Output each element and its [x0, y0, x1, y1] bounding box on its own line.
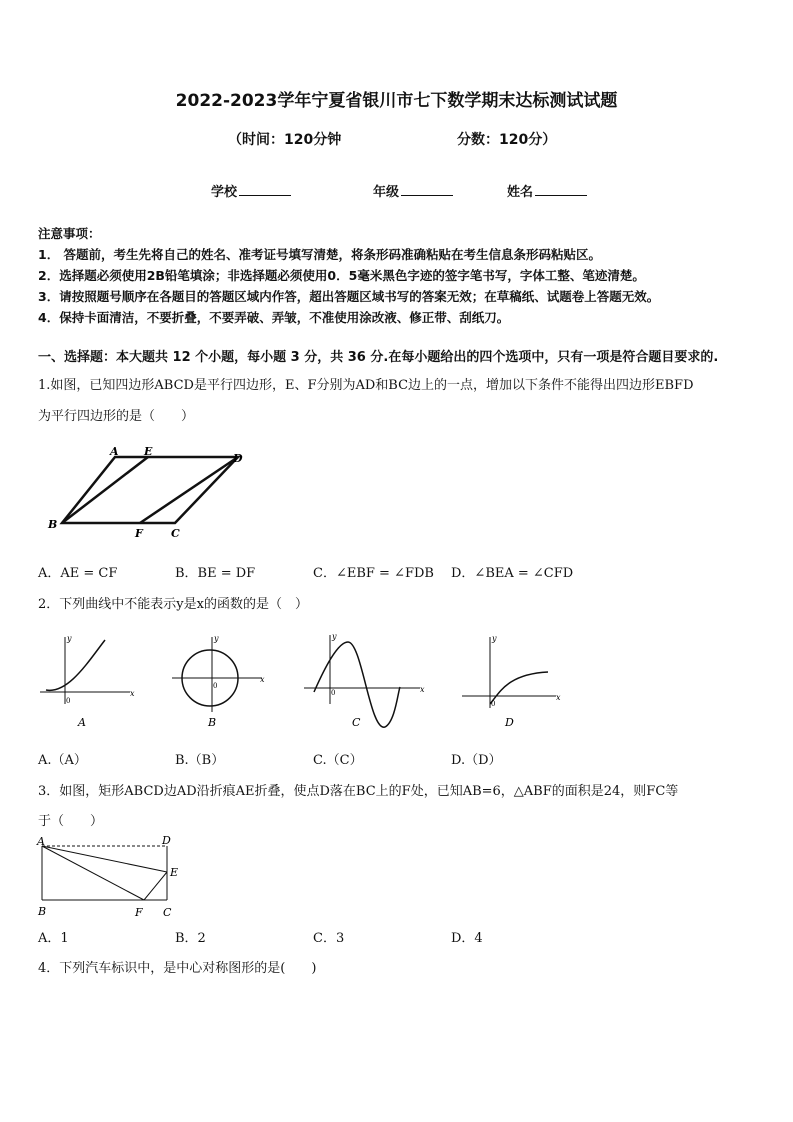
q2-graph-c: [300, 632, 430, 732]
grade-blank: [401, 183, 453, 196]
q2-a-y-label: y: [67, 634, 72, 643]
q2-c-x-label: x: [420, 685, 425, 694]
q3-option-a[interactable]: A．1: [38, 931, 69, 946]
q4-stem: 4．下列汽车标识中，是中心对称图形的是( ): [38, 961, 317, 976]
section-heading: 一、选择题：本大题共 12 个小题，每小题 3 分，共 36 分.在每小题给出的四个选项中，只有一项是符合题目要求的.: [38, 350, 719, 365]
q2-b-x-label: x: [260, 675, 265, 684]
q1-label-c: C: [171, 527, 180, 540]
note-item: 2．选择题必须使用2B铅笔填涂；非选择题必须使用0．5毫米黑色字迹的签字笔书写，字体工整、笔迹清楚。: [38, 268, 645, 283]
q2-a-origin: 0: [66, 697, 71, 705]
q1-stem-line2: 为平行四边形的是（ ）: [38, 409, 195, 424]
grade-label: 年级: [373, 185, 400, 200]
time-label: （时间：120分钟: [228, 132, 342, 148]
q3-option-b[interactable]: B．2: [175, 931, 206, 946]
q2-d-x-label: x: [556, 693, 561, 702]
q3-label-b: B: [38, 905, 47, 918]
q2-option-a[interactable]: A.（A）: [38, 753, 87, 768]
q3-label-d: D: [162, 834, 171, 847]
q1-option-c[interactable]: C．∠EBF = ∠FDB: [313, 566, 434, 581]
grade-field: [373, 181, 453, 200]
q3-label-e: E: [170, 866, 179, 879]
q2-c-y-label: y: [332, 632, 337, 641]
note-item: 4．保持卡面清洁，不要折叠，不要弄破、弄皱，不准使用涂改液、修正带、刮纸刀。: [38, 310, 510, 325]
q1-label-b: B: [48, 518, 58, 531]
q2-graph-b: [170, 632, 270, 732]
notes-heading: 注意事项：: [38, 226, 101, 241]
q2-a-x-label: x: [130, 689, 135, 698]
q1-label-a: A: [110, 445, 119, 458]
note-item: 3．请按照题号顺序在各题目的答题区域内作答，超出答题区域书写的答案无效；在草稿纸、试题卷上答题无效。: [38, 289, 660, 304]
q2-c-caption: C: [352, 716, 361, 729]
q3-label-f: F: [135, 906, 143, 919]
name-field: [507, 181, 587, 200]
q2-stem: 2．下列曲线中不能表示y是x的函数的是（ ）: [38, 597, 308, 612]
q2-d-y-label: y: [492, 634, 497, 643]
q2-option-c[interactable]: C.（C）: [313, 753, 363, 768]
name-label: 姓名: [507, 185, 534, 200]
q1-label-e: E: [144, 445, 153, 458]
school-blank: [239, 183, 291, 196]
q1-option-d[interactable]: D．∠BEA = ∠CFD: [451, 566, 574, 581]
school-label: 学校: [211, 185, 238, 200]
q2-option-b[interactable]: B.（B）: [175, 753, 225, 768]
school-field: [211, 181, 291, 200]
q2-graph-d: [460, 632, 570, 732]
q2-graph-a: [38, 632, 138, 732]
score-label: 分数：120分）: [457, 132, 557, 148]
q3-stem-line2: 于（ ）: [38, 814, 104, 829]
q2-b-origin: 0: [213, 682, 218, 690]
q3-option-d[interactable]: D．4: [451, 931, 483, 946]
q3-label-a: A: [37, 835, 45, 848]
note-item: 1． 答题前，考生先将自己的姓名、准考证号填写清楚，将条形码准确粘贴在考生信息条形码粘贴区。: [38, 247, 602, 262]
q1-option-b[interactable]: B．BE = DF: [175, 566, 256, 581]
page-title: 2022-2023学年宁夏省银川市七下数学期末达标测试试题: [175, 91, 618, 111]
q2-d-caption: D: [505, 716, 514, 729]
q2-c-origin: 0: [331, 689, 336, 697]
q2-b-y-label: y: [214, 634, 219, 643]
q3-option-c[interactable]: C．3: [313, 931, 345, 946]
q1-stem-line1: 1.如图，已知四边形ABCD是平行四边形，E、F分别为AD和BC边上的一点，增加以下条件不能得出四边形EBFD: [38, 378, 694, 393]
q1-label-f: F: [135, 527, 143, 540]
q2-a-caption: A: [78, 716, 86, 729]
q2-b-caption: B: [208, 716, 217, 729]
q3-stem-line1: 3．如图，矩形ABCD边AD沿折痕AE折叠，使点D落在BC上的F处，已知AB=6，△ABF的面积是24，则FC等: [38, 784, 679, 799]
q1-option-a[interactable]: A．AE = CF: [38, 566, 118, 581]
q1-parallelogram-figure: [40, 440, 260, 545]
q2-d-origin: 0: [491, 700, 496, 708]
q3-label-c: C: [163, 906, 172, 919]
name-blank: [535, 183, 587, 196]
q1-label-d: D: [233, 452, 243, 465]
q3-rectangle-figure: [34, 832, 194, 922]
q2-option-d[interactable]: D.（D）: [451, 753, 502, 768]
